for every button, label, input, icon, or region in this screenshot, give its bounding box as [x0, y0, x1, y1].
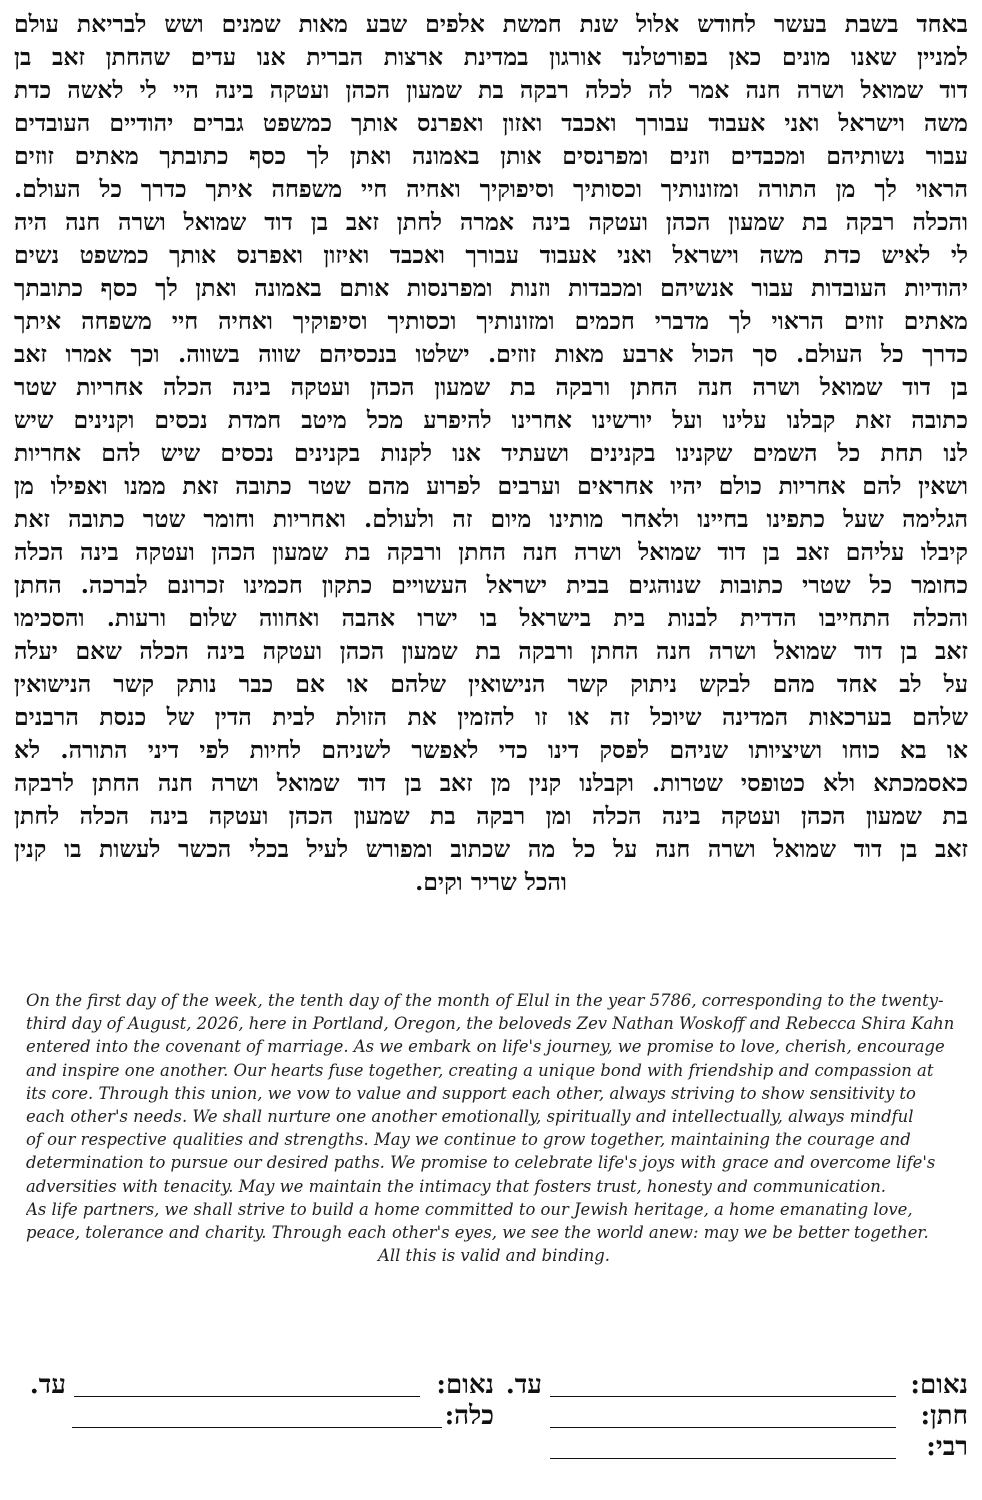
hebrew-text-line: זאב בן דוד שמואל ושרה חנה על כל מה שכתוב ומפורש לעיל בכלי הכשר לעשות בו קנין [14, 835, 968, 863]
witness-1-designation: עד. [505, 1370, 542, 1400]
english-text-line: its core. Through this union, we vow to value and support each other, always striving to show sensitivity to [26, 1083, 916, 1103]
english-text-line: As life partners, we shall strive to build a home committed to our Jewish heritage, a home emanating love, [26, 1199, 913, 1219]
english-text-line: and inspire one another. Our hearts fuse together, creating a unique bond with friendship and compassion at [26, 1060, 934, 1080]
hebrew-ketubah-text [14, 8, 968, 899]
english-text-line: On the first day of the week, the tenth day of the month of Elul in the year 5786, corresponding to the twenty- [26, 991, 944, 1010]
hebrew-text-line: מאתים זוזים הראוי לך מדברי חכמים ומזונותיך וכסותיך וסיפוקיך ואחיה חיי משפחה איתך [14, 307, 968, 335]
witness-1-label: נאום: [910, 1370, 968, 1400]
hebrew-text-line: משה וישראל ואני אעבוד עבורך ואכבד ואזון ואפרנס אותך כמשפט גברים יהודיים העובדים [14, 109, 968, 137]
hebrew-closing-line: והכל שריר וקים. [415, 868, 567, 896]
hebrew-text-line: הגלימה שעל כתפינו בחיינו ולאחר מותינו מיום זה ולעולם. ואחריות וחומר שטר כתובה זאת [14, 505, 968, 533]
hebrew-text-line: קיבלו עליהם זאב בן דוד שמואל ושרה חנה החתן ורבקה בת שמעון הכהן ועטקה בינה הכלה [14, 538, 968, 566]
hebrew-text-line: או בא כוחו ושיציותו שניהם לפסק דינו כדי לאפשר לשניהם לחיות לפי דיני התורה. לא [14, 736, 968, 764]
hebrew-text-line: יהודיות העובדות עבור אנשיהם ומכבדות וזנות ומפרנסות אותם באמונה ואתן לך כסף כתובתך [14, 274, 968, 302]
english-text-line: entered into the covenant of marriage. As we embark on life's journey, we promise to love, cherish, encourage [26, 1037, 945, 1057]
witness-2-label: נאום: [436, 1370, 494, 1400]
english-text-line: of our respective qualities and strengths. May we continue to grow together, maintaining the courage and [26, 1130, 911, 1150]
rabbi-signature-line[interactable] [550, 1458, 896, 1459]
hebrew-text-line: זאב בן דוד שמואל ושרה חנה החתן ורבקה בת שמעון הכהן ועטקה בינה הכלה שאם יעלה [14, 637, 968, 665]
witness-2-signature-line[interactable] [74, 1396, 420, 1397]
english-text-line: peace, tolerance and charity. Through each other's eyes, we see the world anew: may we be better together. [26, 1223, 929, 1243]
hebrew-text-line: כאסמכתא ולא כטופסי שטרות. וקבלנו קנין מן זאב בן דוד שמואל ושרה חנה החתן לרבקה [14, 769, 968, 797]
hebrew-text-line: ושאין להם אחריות כולם יהיו אחראים וערבים לפרוע מהם שטר כתובה זאת ממנו ואפילו מן [14, 472, 968, 500]
bride-label: כלה: [444, 1401, 494, 1431]
hebrew-text-line: בת שמעון הכהן ועטקה בינה הכלה ומן רבקה בת שמעון הכהן ועטקה בינה הכלה לחתן [14, 802, 968, 830]
hebrew-text-line: והכלה רבקה בת שמעון הכהן ועטקה בינה אמרה לחתן זאב בן דוד שמואל ושרה חנה היה [14, 208, 968, 236]
english-closing-line: All this is valid and binding. [378, 1246, 610, 1266]
hebrew-text-line: באחד בשבת בעשר לחודש אלול שנת חמשת אלפים שבע מאות שמנים ושש לבריאת עולם [14, 10, 968, 38]
hebrew-text-line: הראוי לך מן התורה ומזונותיך וכסותיך וסיפוקיך ואחיה חיי משפחה איתך כדרך כל העולם. [14, 175, 968, 203]
english-text-line: determination to pursue our desired paths. We promise to celebrate life's joys with grace and overcome life's [26, 1153, 936, 1173]
hebrew-text-line: בן דוד שמואל ושרה חנה החתן ורבקה בת שמעון הכהן ועטקה בינה הכלה אחריות שטר [14, 373, 968, 401]
groom-signature-line[interactable] [550, 1427, 896, 1428]
hebrew-text-line: לנו תחת כל השמים שקנינו בקנינים ושעתיד אנו לקנות בקנינים נכסים שיש להם אחריות [14, 439, 968, 467]
hebrew-text-line: למניין שאנו מונים כאן בפורטלנד אורגון במדינת ארצות הברית אנו עדים שהחתן זאב בן [14, 43, 968, 71]
hebrew-text-line: כדרך כל העולם. סך הכול ארבע מאות זוזים. ישלטו בנכסיהם שווה בשווה. וכך אמרו זאב [14, 340, 968, 368]
hebrew-text-line: שלהם בערכאות המדינה שיוכל זה או זו להזמין את הזולת לבית הדין של כנסת הרבנים [14, 703, 968, 731]
signature-row-witnesses [0, 1370, 982, 1404]
groom-label: חתן: [920, 1401, 968, 1431]
english-ketubah-text [26, 989, 962, 1267]
hebrew-text-line: כתובה זאת קבלנו עלינו ועל יורשינו אחרינו להיפרע מכל מיטב חמדת נכסים וקנינים שיש [14, 406, 968, 434]
signature-row-rabbi [0, 1432, 982, 1466]
signature-row-couple [0, 1401, 982, 1435]
hebrew-text-line: והכלה התחייבו הדדית לבנות בית בישראל בו ישרו אהבה ואחווה שלום ורעות. והסכימו [14, 604, 968, 632]
hebrew-text-line: דוד שמואל ושרה חנה אמר לה לכלה רבקה בת שמעון הכהן ועטקה בינה היי לי לאשה כדת [14, 76, 968, 104]
english-text-line: adversities with tenacity. May we maintain the intimacy that fosters trust, honesty and communication. [26, 1176, 886, 1196]
bride-signature-line[interactable] [72, 1427, 442, 1428]
english-text-line: each other's needs. We shall nurture one another emotionally, spiritually and intellectually, always mindful [26, 1107, 914, 1127]
english-text-line: third day of August, 2026, here in Portland, Oregon, the beloveds Zev Nathan Woskoff and Rebecca Shira Kahn [26, 1014, 955, 1034]
rabbi-label: רבי: [926, 1432, 968, 1462]
hebrew-text-line: על לב אחד מהם לבקש ניתוק קשר הנישואין שלהם או אם כבר נותק קשר הנישואין [14, 670, 968, 698]
hebrew-text-line: כחומר כל שטרי כתובות שנוהגים בבית ישראל העשויים כתקון חכמינו זכרונם לברכה. החתן [14, 571, 968, 599]
hebrew-text-line: עבור נשותיהם ומכבדים וזנים ומפרנסים אותן באמונה ואתן לך כסף כתובתך מאתים זוזים [14, 142, 968, 170]
hebrew-text-line: לי לאיש כדת משה וישראל ואני אעבוד עבורך ואכבד ואיזון ואפרנס אותך כמשפט נשים [14, 241, 968, 269]
witness-2-designation: עד. [29, 1370, 66, 1400]
witness-1-signature-line[interactable] [550, 1396, 896, 1397]
